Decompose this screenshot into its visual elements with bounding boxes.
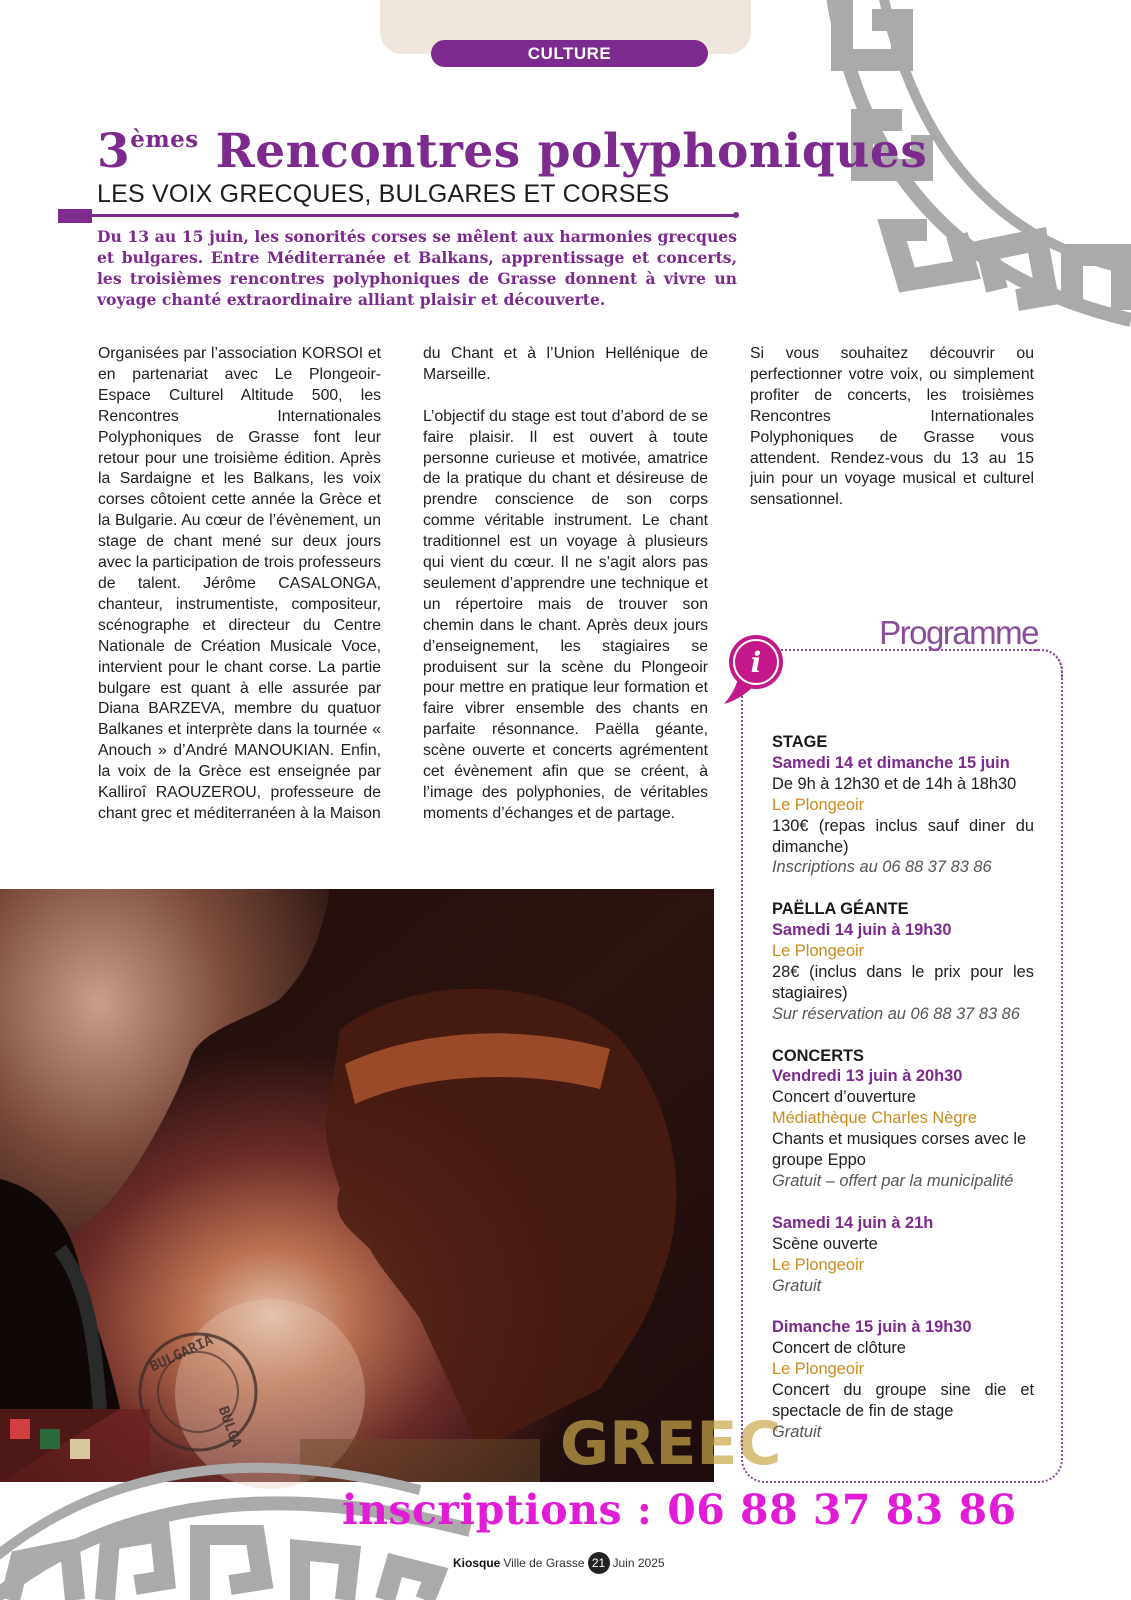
title-ordinal: 3 xyxy=(97,124,131,179)
title-rule-dot xyxy=(733,212,739,218)
event-title: Concert d’ouverture xyxy=(772,1088,916,1107)
footer-issue: Juin 2025 xyxy=(612,1556,665,1570)
footer-brand: Kiosque xyxy=(453,1556,501,1570)
body-paragraph: du Chant et à l’Union Hellénique de Marseille. xyxy=(423,345,708,383)
title-ordinal-suffix: èmes xyxy=(130,126,199,153)
page-footer xyxy=(453,1552,668,1574)
event-note: Gratuit xyxy=(772,1422,822,1441)
event-venue: Médiathèque Charles Nègre xyxy=(772,1109,978,1128)
event-price: 28€ (inclus dans le prix pour les stagiaires) xyxy=(772,962,1034,1002)
article-photo xyxy=(0,889,782,1482)
section-label: CULTURE xyxy=(431,40,708,67)
info-icon-glyph: i xyxy=(750,646,762,679)
event-date: Samedi 14 juin à 19h30 xyxy=(772,921,952,940)
body-paragraph: Si vous souhaitez découvrir ou perfectionner votre voix, ou simplement profiter de concerts, les troisièmes Rencontres Internationales Polyphoniques de Grasse vous attendent. Rendez-vous du 13 au 15 juin pour un voyage musical et culturel sensationnel. xyxy=(750,345,1034,509)
event-description: Chants et musiques corses avec le groupe Eppo xyxy=(772,1130,1027,1170)
programme-content xyxy=(772,732,1034,1464)
body-column-3 xyxy=(750,344,1034,532)
registration-cta: inscriptions : 06 88 37 83 86 xyxy=(342,1486,1017,1534)
programme-event-concert-3 xyxy=(772,1317,1034,1442)
programme-event-stage xyxy=(772,732,1034,878)
event-title: Scène ouverte xyxy=(772,1234,878,1253)
article-title xyxy=(97,124,928,180)
event-venue: Le Plongeoir xyxy=(772,795,865,814)
programme-box-topline xyxy=(766,649,1038,651)
article-lead: Du 13 au 15 juin, les sonorités corses se mêlent aux harmonies grecques et bulgares. Entre Méditerranée et Balkans, apprentissage et concerts, les troisièmes rencontres polyphoniques de Grasse donnent à vivre un voyage chanté extraordinaire alliant plaisir et découverte. xyxy=(97,227,737,309)
event-heading: CONCERTS xyxy=(772,1046,864,1065)
event-note: Gratuit – offert par la municipalité xyxy=(772,1172,1014,1190)
title-rule-line xyxy=(92,214,735,217)
event-venue: Le Plongeoir xyxy=(772,942,865,961)
event-title: Concert de clôture xyxy=(772,1339,906,1358)
article-subtitle: LES VOIX GRECQUES, BULGARES ET CORSES xyxy=(97,180,670,208)
programme-event-paella xyxy=(772,899,1034,1024)
event-date: Samedi 14 et dimanche 15 juin xyxy=(772,753,1010,772)
title-text: Rencontres polyphoniques xyxy=(215,124,928,179)
event-note: Sur réservation au 06 88 37 83 86 xyxy=(772,1004,1020,1023)
programme-title: Programme xyxy=(879,614,1038,651)
event-note: Inscriptions au 06 88 37 83 86 xyxy=(772,858,992,877)
title-rule-block xyxy=(58,209,92,223)
stamp-text-right: BULGA xyxy=(214,1404,245,1450)
event-note: Gratuit xyxy=(772,1276,822,1295)
info-icon xyxy=(724,634,784,714)
event-time: De 9h à 12h30 et de 14h à 18h30 xyxy=(772,774,1017,793)
event-price: 130€ (repas inclus sauf diner du dimanche) xyxy=(772,816,1034,856)
event-description: Concert du groupe sine die et spectacle de fin de stage xyxy=(772,1381,1034,1420)
programme-event-concert-2 xyxy=(772,1213,1034,1297)
event-venue: Le Plongeoir xyxy=(772,1255,865,1274)
event-venue: Le Plongeoir xyxy=(772,1360,865,1379)
stamp-text-top: BULGARIA xyxy=(147,1332,216,1376)
body-column-1 xyxy=(98,344,381,846)
event-date: Dimanche 15 juin à 19h30 xyxy=(772,1318,972,1337)
photo-overlay-text: GREEC xyxy=(560,1409,782,1479)
event-date: Samedi 14 juin à 21h xyxy=(772,1213,934,1232)
body-paragraph: L’objectif du stage est tout d’abord de se faire plaisir. Il est ouvert à toute personne curieuse et motivée, amatrice de la pratique du chant et désireuse de prendre conscience de son corps comme véritable instrument. Le chant traditionnel est un voyage à plusieurs qui vient du cœur. Il ne s’agit alors pas seulement d’apprendre une technique et un répertoire mais de trouver son chemin dans le chant. Après deux jours d’enseignement, les stagiaires se produisent sur la scène du Plongeoir pour mettre en pratique leur formation et faire vibrer ensemble des chants en parfaite résonnance. Paëlla géante, scène ouverte et concerts agrémentent cet évènement afin que se créent, à l’image des polyphonies, de véritables moments d’échanges et de partage. xyxy=(423,407,708,822)
event-date: Vendredi 13 juin à 20h30 xyxy=(772,1067,963,1086)
body-paragraph: Organisées par l’association KORSOI et en partenariat avec Le Plongeoir- Espace Culturel Altitude 500, les Rencontres Internationales Polyphoniques de Grasse font leur retour pour une troisième édition. Après la Sardaigne et les Balkans, les voix corses côtoient cette année la Grèce et la Bulgarie. Au cœur de l’évènement, un stage de chant mené sur deux jours avec la participation de trois professeurs de talent. Jérôme CASALONGA, chanteur, instrumentiste, compositeur, scénographe et directeur du Centre Nationale de Création Musicale Voce, intervient pour le chant corse. La partie bulgare est quant à elle assurée par Diana BARZEVA, membre du quatuor Balkanes et interprète dans la tournée « Anouch » d’André MANOUKIAN. Enfin, la voix de la Grèce est enseignée par Kalliroî RAOUZEROU, professeure de chant grec et méditerranéen à la Maison xyxy=(98,345,381,822)
event-heading: PAËLLA GÉANTE xyxy=(772,900,909,919)
programme-event-concert-1 xyxy=(772,1046,1034,1192)
footer-city: Ville de Grasse xyxy=(503,1556,585,1570)
page-number: 21 xyxy=(588,1552,610,1574)
programme-box-corner xyxy=(1030,649,1063,679)
body-column-2 xyxy=(423,344,708,846)
event-heading: STAGE xyxy=(772,733,828,751)
